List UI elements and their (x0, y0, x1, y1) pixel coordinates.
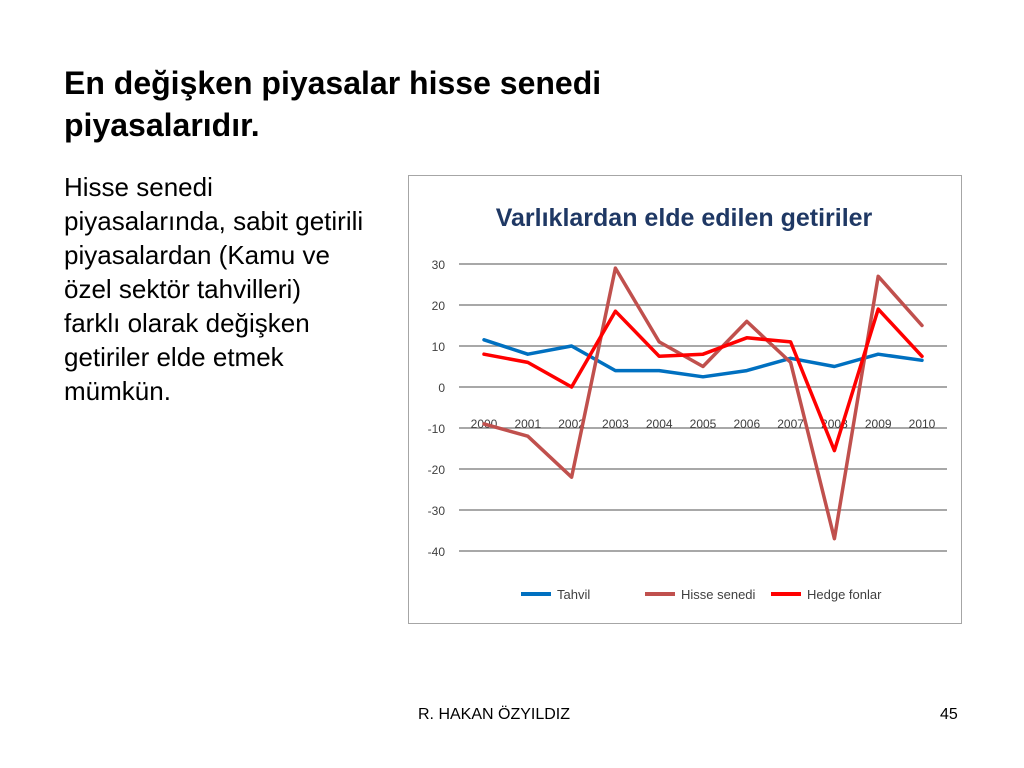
x-tick-label: 2007 (777, 417, 804, 431)
x-tick-label: 2002 (558, 417, 585, 431)
footer-author: R. HAKAN ÖZYILDIZ (418, 706, 571, 723)
y-tick-label: -20 (427, 463, 445, 477)
x-tick-label: 2006 (733, 417, 761, 431)
chart-title: Varlıklardan elde edilen getiriler (495, 204, 873, 232)
y-tick-label: 10 (431, 340, 445, 354)
slide-title: En değişken piyasalar hisse senedi piyasalarıdır. (64, 65, 602, 143)
x-tick-label: 2000 (470, 417, 498, 431)
x-tick-label: 2001 (514, 417, 542, 431)
y-tick-label: 20 (431, 299, 445, 313)
legend-label: Tahvil (557, 587, 591, 602)
x-tick-label: 2008 (821, 417, 848, 431)
x-tick-label: 2009 (864, 417, 892, 431)
x-tick-label: 2005 (689, 417, 717, 431)
y-tick-label: 30 (431, 258, 445, 272)
legend-label: Hedge fonlar (807, 587, 882, 602)
page-number: 45 (940, 706, 958, 723)
y-tick-label: -10 (427, 422, 445, 436)
series-line-hisse-senedi (484, 268, 922, 539)
line-chart (409, 176, 963, 625)
y-tick-label: 0 (438, 381, 445, 395)
y-tick-label: -40 (427, 545, 445, 559)
x-tick-label: 2003 (602, 417, 629, 431)
x-tick-label: 2004 (645, 417, 673, 431)
chart-container (408, 175, 962, 624)
x-tick-label: 2010 (908, 417, 936, 431)
body-text: Hisse senedi piyasalarında, sabit getirili piyasalardan (Kamu ve özel sektör tahvilleri) farklı olarak değişken getiriler elde etmek mümkün. (64, 172, 364, 406)
legend-label: Hisse senedi (681, 587, 756, 602)
y-tick-label: -30 (427, 504, 445, 518)
